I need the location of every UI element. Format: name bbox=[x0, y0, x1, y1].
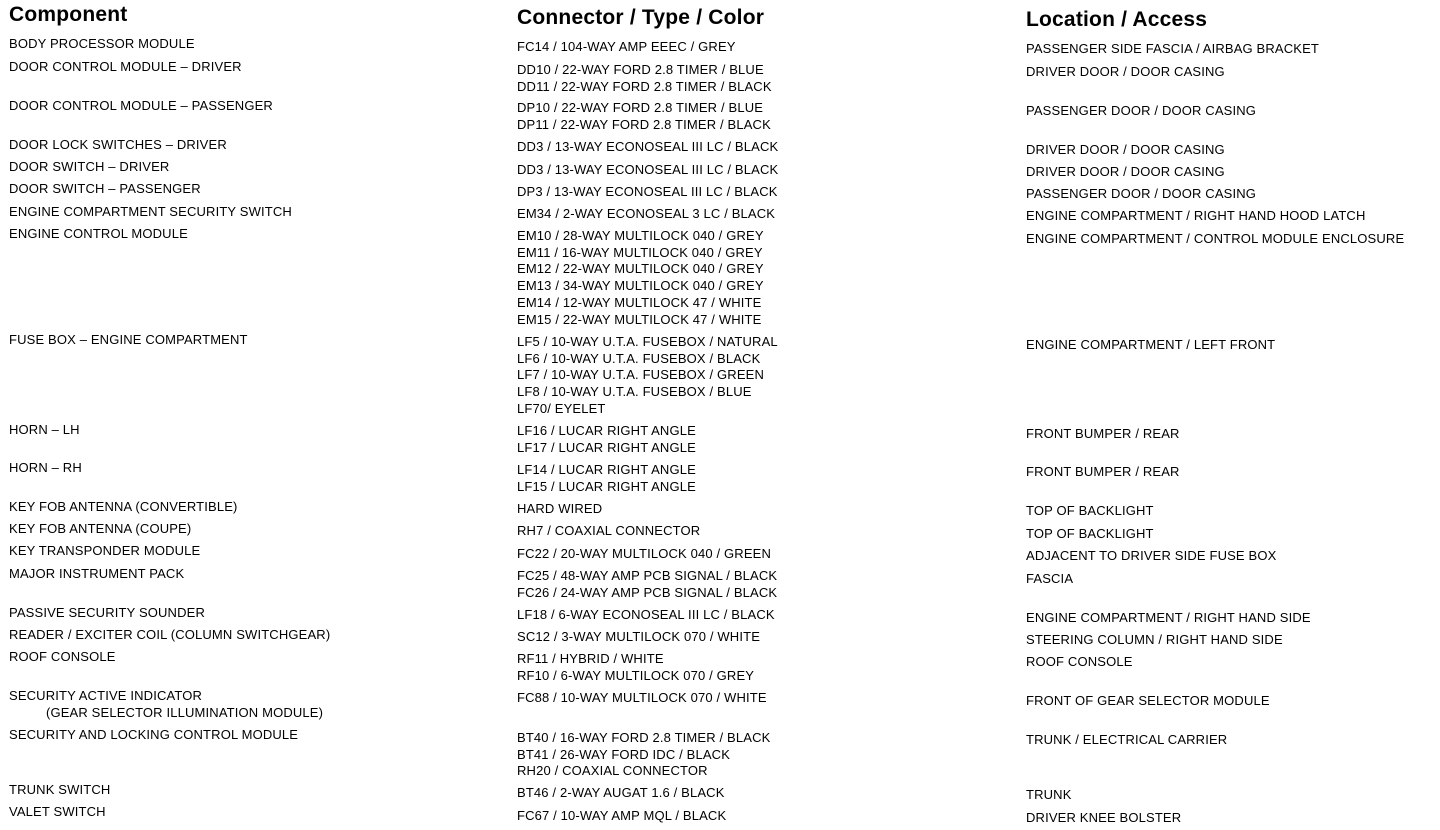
cell-location bbox=[1026, 503, 1154, 520]
cell-location bbox=[1026, 693, 1270, 710]
cell-location bbox=[1026, 526, 1154, 543]
cell-connector bbox=[517, 651, 754, 684]
cell-location bbox=[1026, 654, 1133, 671]
cell-component bbox=[9, 204, 292, 221]
location-line: DRIVER DOOR / DOOR CASING bbox=[1026, 164, 1225, 179]
cell-location bbox=[1026, 426, 1180, 443]
component-line: DOOR LOCK SWITCHES – DRIVER bbox=[9, 137, 227, 152]
cell-component bbox=[9, 521, 191, 538]
location-line: TOP OF BACKLIGHT bbox=[1026, 503, 1154, 518]
cell-component bbox=[9, 59, 242, 76]
location-line: DRIVER KNEE BOLSTER bbox=[1026, 810, 1182, 825]
component-line: (GEAR SELECTOR ILLUMINATION MODULE) bbox=[46, 704, 324, 720]
connector-line: LF16 / LUCAR RIGHT ANGLE bbox=[517, 423, 696, 438]
cell-connector bbox=[517, 39, 736, 56]
cell-connector bbox=[517, 629, 760, 646]
cell-component bbox=[9, 605, 205, 622]
location-line: TRUNK / ELECTRICAL CARRIER bbox=[1026, 732, 1228, 747]
connector-line: EM15 / 22-WAY MULTILOCK 47 / WHITE bbox=[517, 311, 762, 327]
location-line: PASSENGER SIDE FASCIA / AIRBAG BRACKET bbox=[1026, 41, 1319, 56]
connector-line: EM34 / 2-WAY ECONOSEAL 3 LC / BLACK bbox=[517, 206, 776, 221]
cell-connector bbox=[517, 607, 775, 624]
component-line: SECURITY ACTIVE INDICATOR bbox=[9, 688, 203, 703]
cell-location bbox=[1026, 142, 1225, 159]
component-line: KEY TRANSPONDER MODULE bbox=[9, 543, 201, 558]
cell-component bbox=[9, 566, 184, 583]
connector-line: EM10 / 28-WAY MULTILOCK 040 / GREY bbox=[517, 228, 764, 243]
connector-line: BT41 / 26-WAY FORD IDC / BLACK bbox=[517, 746, 731, 762]
location-line: ENGINE COMPARTMENT / CONTROL MODULE ENCLOSURE bbox=[1026, 231, 1405, 246]
cell-component bbox=[9, 782, 110, 799]
cell-component bbox=[9, 98, 273, 115]
component-line: TRUNK SWITCH bbox=[9, 782, 111, 797]
cell-component bbox=[9, 460, 82, 477]
connector-line: DD11 / 22-WAY FORD 2.8 TIMER / BLACK bbox=[517, 78, 772, 94]
location-line: STEERING COLUMN / RIGHT HAND SIDE bbox=[1026, 632, 1283, 647]
connector-line: FC22 / 20-WAY MULTILOCK 040 / GREEN bbox=[517, 546, 772, 561]
cell-connector bbox=[517, 62, 772, 95]
location-line: ENGINE COMPARTMENT / RIGHT HAND SIDE bbox=[1026, 610, 1311, 625]
cell-component bbox=[9, 159, 169, 176]
connector-line: FC25 / 48-WAY AMP PCB SIGNAL / BLACK bbox=[517, 568, 778, 583]
cell-component bbox=[9, 649, 116, 666]
component-line: VALET SWITCH bbox=[9, 804, 106, 819]
connector-line: DP11 / 22-WAY FORD 2.8 TIMER / BLACK bbox=[517, 116, 771, 132]
connector-line: LF8 / 10-WAY U.T.A. FUSEBOX / BLUE bbox=[517, 384, 752, 400]
cell-location bbox=[1026, 337, 1275, 354]
cell-location bbox=[1026, 632, 1283, 649]
component-line: DOOR CONTROL MODULE – DRIVER bbox=[9, 59, 242, 74]
cell-location bbox=[1026, 164, 1225, 181]
cell-connector bbox=[517, 730, 770, 780]
component-line: HORN – RH bbox=[9, 460, 82, 475]
connector-line: LF70/ EYELET bbox=[517, 400, 606, 416]
connector-line: LF7 / 10-WAY U.T.A. FUSEBOX / GREEN bbox=[517, 367, 765, 383]
component-line: FUSE BOX – ENGINE COMPARTMENT bbox=[9, 332, 248, 347]
cell-connector bbox=[517, 690, 767, 707]
cell-connector bbox=[517, 523, 700, 540]
connector-line: FC26 / 24-WAY AMP PCB SIGNAL / BLACK bbox=[517, 584, 778, 600]
location-line: TRUNK bbox=[1026, 787, 1072, 802]
connector-line: LF14 / LUCAR RIGHT ANGLE bbox=[517, 462, 696, 477]
location-line: ADJACENT TO DRIVER SIDE FUSE BOX bbox=[1026, 548, 1277, 563]
cell-location bbox=[1026, 231, 1404, 248]
connector-line: DD3 / 13-WAY ECONOSEAL III LC / BLACK bbox=[517, 162, 779, 177]
location-line: FRONT BUMPER / REAR bbox=[1026, 464, 1180, 479]
cell-connector bbox=[517, 546, 771, 563]
cell-component bbox=[9, 727, 298, 744]
cell-component bbox=[9, 226, 188, 243]
cell-location bbox=[1026, 103, 1256, 120]
cell-component bbox=[9, 422, 80, 439]
cell-component bbox=[9, 688, 323, 721]
cell-component bbox=[9, 181, 201, 198]
location-line: DRIVER DOOR / DOOR CASING bbox=[1026, 142, 1225, 157]
component-line: DOOR SWITCH – PASSENGER bbox=[9, 181, 201, 196]
component-line: KEY FOB ANTENNA (COUPE) bbox=[9, 521, 192, 536]
cell-location bbox=[1026, 64, 1225, 81]
cell-connector bbox=[517, 462, 696, 495]
connector-line: EM11 / 16-WAY MULTILOCK 040 / GREY bbox=[517, 244, 763, 260]
component-line: DOOR CONTROL MODULE – PASSENGER bbox=[9, 98, 273, 113]
component-line: BODY PROCESSOR MODULE bbox=[9, 36, 195, 51]
connector-line: DD10 / 22-WAY FORD 2.8 TIMER / BLUE bbox=[517, 62, 764, 77]
component-line: DOOR SWITCH – DRIVER bbox=[9, 159, 170, 174]
component-line: MAJOR INSTRUMENT PACK bbox=[9, 566, 185, 581]
cell-location bbox=[1026, 41, 1319, 58]
component-line: PASSIVE SECURITY SOUNDER bbox=[9, 605, 205, 620]
cell-connector bbox=[517, 808, 726, 825]
connector-line: RF10 / 6-WAY MULTILOCK 070 / GREY bbox=[517, 667, 755, 683]
cell-location bbox=[1026, 186, 1256, 203]
cell-connector bbox=[517, 568, 777, 601]
connector-line: FC88 / 10-WAY MULTILOCK 070 / WHITE bbox=[517, 690, 767, 705]
connector-line: DP3 / 13-WAY ECONOSEAL III LC / BLACK bbox=[517, 184, 778, 199]
cell-component bbox=[9, 804, 106, 821]
cell-connector bbox=[517, 228, 764, 328]
cell-location bbox=[1026, 464, 1180, 481]
cell-connector bbox=[517, 423, 696, 456]
cell-component bbox=[9, 36, 195, 53]
cell-connector bbox=[517, 100, 771, 133]
location-line: ENGINE COMPARTMENT / LEFT FRONT bbox=[1026, 337, 1276, 352]
location-line: FASCIA bbox=[1026, 571, 1074, 586]
component-line: ROOF CONSOLE bbox=[9, 649, 116, 664]
connector-line: RH7 / COAXIAL CONNECTOR bbox=[517, 523, 701, 538]
connector-line: LF17 / LUCAR RIGHT ANGLE bbox=[517, 439, 696, 455]
cell-connector bbox=[517, 139, 778, 156]
cell-connector bbox=[517, 785, 725, 802]
connector-line: FC67 / 10-WAY AMP MQL / BLACK bbox=[517, 808, 727, 823]
connector-line: LF15 / LUCAR RIGHT ANGLE bbox=[517, 478, 696, 494]
cell-location bbox=[1026, 732, 1227, 749]
cell-location bbox=[1026, 548, 1276, 565]
cell-connector bbox=[517, 206, 775, 223]
cell-component bbox=[9, 499, 238, 516]
connector-line: BT46 / 2-WAY AUGAT 1.6 / BLACK bbox=[517, 785, 725, 800]
component-line: HORN – LH bbox=[9, 422, 80, 437]
component-line: KEY FOB ANTENNA (CONVERTIBLE) bbox=[9, 499, 238, 514]
connector-line: EM14 / 12-WAY MULTILOCK 47 / WHITE bbox=[517, 294, 762, 310]
component-line: ENGINE CONTROL MODULE bbox=[9, 226, 188, 241]
component-line: READER / EXCITER COIL (COLUMN SWITCHGEAR) bbox=[9, 627, 331, 642]
cell-connector bbox=[517, 184, 778, 201]
component-line: SECURITY AND LOCKING CONTROL MODULE bbox=[9, 727, 299, 742]
cell-location bbox=[1026, 571, 1073, 588]
location-line: PASSENGER DOOR / DOOR CASING bbox=[1026, 103, 1257, 118]
cell-location bbox=[1026, 810, 1181, 827]
location-line: PASSENGER DOOR / DOOR CASING bbox=[1026, 186, 1257, 201]
location-line: ENGINE COMPARTMENT / RIGHT HAND HOOD LATCH bbox=[1026, 208, 1366, 223]
cell-component bbox=[9, 332, 248, 349]
cell-connector bbox=[517, 162, 778, 179]
connector-line: EM12 / 22-WAY MULTILOCK 040 / GREY bbox=[517, 261, 764, 277]
cell-component bbox=[9, 543, 200, 560]
cell-component bbox=[9, 137, 227, 154]
component-line: ENGINE COMPARTMENT SECURITY SWITCH bbox=[9, 204, 292, 219]
location-line: DRIVER DOOR / DOOR CASING bbox=[1026, 64, 1225, 79]
cell-connector bbox=[517, 501, 602, 518]
cell-location bbox=[1026, 208, 1366, 225]
connector-line: LF18 / 6-WAY ECONOSEAL III LC / BLACK bbox=[517, 607, 775, 622]
connector-line: FC14 / 104-WAY AMP EEEC / GREY bbox=[517, 39, 736, 54]
connector-line: DD3 / 13-WAY ECONOSEAL III LC / BLACK bbox=[517, 139, 779, 154]
connector-line: SC12 / 3-WAY MULTILOCK 070 / WHITE bbox=[517, 629, 761, 644]
header-connector: Connector / Type / Color bbox=[517, 6, 765, 29]
connector-line: RH20 / COAXIAL CONNECTOR bbox=[517, 763, 708, 779]
connector-line: LF6 / 10-WAY U.T.A. FUSEBOX / BLACK bbox=[517, 350, 761, 366]
connector-line: EM13 / 34-WAY MULTILOCK 040 / GREY bbox=[517, 278, 764, 294]
connector-line: DP10 / 22-WAY FORD 2.8 TIMER / BLUE bbox=[517, 100, 764, 115]
cell-location bbox=[1026, 787, 1072, 804]
cell-location bbox=[1026, 610, 1311, 627]
connector-line: RF11 / HYBRID / WHITE bbox=[517, 651, 664, 666]
location-line: FRONT BUMPER / REAR bbox=[1026, 426, 1180, 441]
location-line: FRONT OF GEAR SELECTOR MODULE bbox=[1026, 693, 1270, 708]
location-line: TOP OF BACKLIGHT bbox=[1026, 526, 1154, 541]
connector-line: LF5 / 10-WAY U.T.A. FUSEBOX / NATURAL bbox=[517, 334, 778, 349]
cell-component bbox=[9, 627, 330, 644]
connector-line: BT40 / 16-WAY FORD 2.8 TIMER / BLACK bbox=[517, 730, 771, 745]
cell-connector bbox=[517, 334, 778, 418]
header-location: Location / Access bbox=[1026, 8, 1208, 31]
header-component: Component bbox=[9, 3, 128, 26]
location-line: ROOF CONSOLE bbox=[1026, 654, 1133, 669]
connector-line: HARD WIRED bbox=[517, 501, 603, 516]
